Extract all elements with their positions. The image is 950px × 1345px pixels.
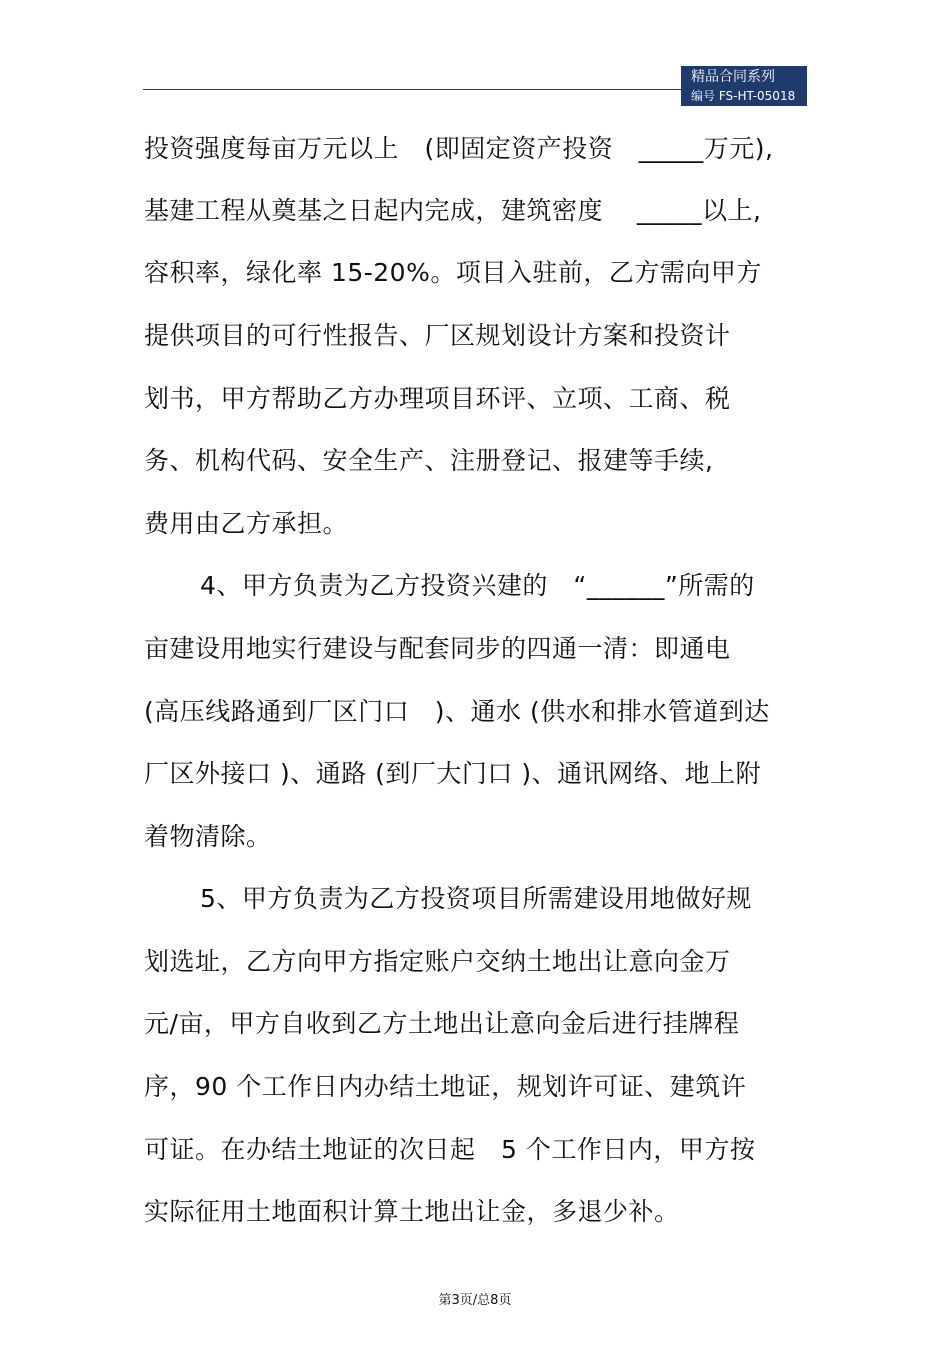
paragraph-line: 厂区外接口 )、通路 (到厂大门口 )、通讯网络、地上附 (144, 759, 762, 788)
paragraph-line: 划书，甲方帮助乙方办理项目环评、立项、工商、税 (144, 384, 731, 413)
paragraph-line: (高压线路通到厂区门口 )、通水 (供水和排水管道到达 (144, 697, 770, 726)
paragraph-line: 可证。在办结土地证的次日起 5 个工作日内，甲方按 (144, 1135, 756, 1164)
paragraph-line: 元/亩，甲方自收到乙方土地出让意向金后进行挂牌程 (144, 1009, 740, 1038)
paragraph-line: 容积率，绿化率 15-20%。项目入驻前，乙方需向甲方 (144, 258, 762, 287)
page-number: 第3页/总8页 (438, 1293, 512, 1308)
paragraph-line: 投资强度每亩万元以上 (即固定资产投资 _____万元), (144, 134, 774, 163)
paragraph-line: 着物清除。 (144, 822, 272, 851)
paragraph-line: 序，90 个工作日内办结土地证，规划许可证、建筑许 (144, 1072, 747, 1101)
paragraph-line: 务、机构代码、安全生产、注册登记、报建等手续, (144, 446, 714, 475)
series-badge (681, 66, 807, 106)
paragraph-line: 基建工程从奠基之日起内完成，建筑密度 _____以上, (144, 196, 762, 225)
paragraph-line: 亩建设用地实行建设与配套同步的四通一清：即通电 (144, 634, 731, 663)
document-code: 编号 FS-HT-05018 (691, 89, 796, 103)
paragraph-line: 4、甲方负责为乙方投资兴建的 “______”所需的 (200, 571, 755, 600)
series-title: 精品合同系列 (691, 69, 775, 85)
paragraph-line: 划选址，乙方向甲方指定账户交纳土地出让意向金万 (144, 947, 731, 976)
paragraph-line: 提供项目的可行性报告、厂区规划设计方案和投资计 (144, 321, 731, 350)
paragraph-line: 5、甲方负责为乙方投资项目所需建设用地做好规 (200, 884, 752, 913)
paragraph-line: 实际征用土地面积计算土地出让金，多退少补。 (144, 1197, 680, 1226)
paragraph-line: 费用由乙方承担。 (144, 509, 349, 538)
